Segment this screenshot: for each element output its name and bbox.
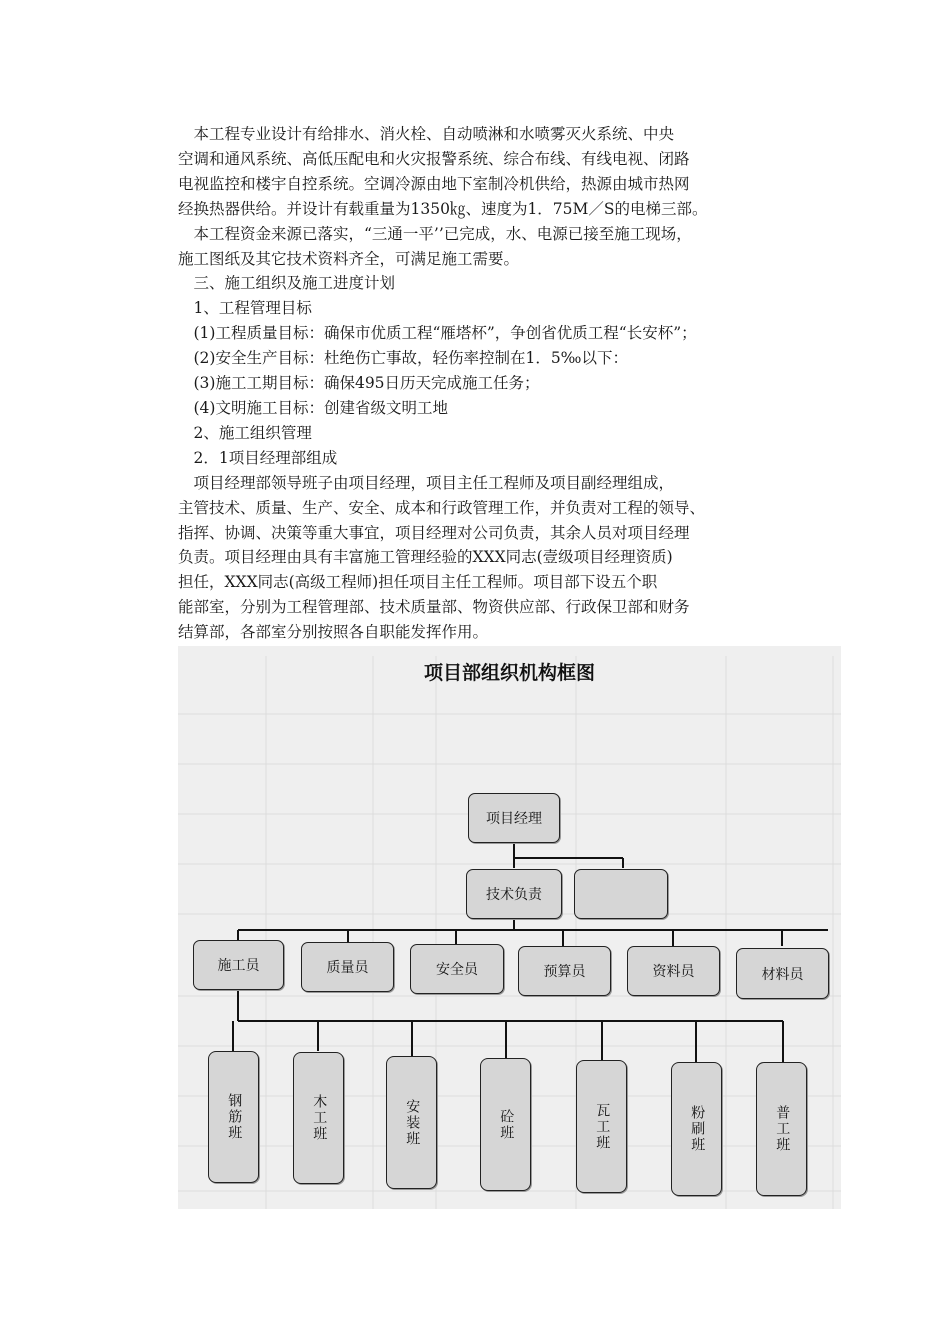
org-team-general-labor: 普工班: [756, 1062, 807, 1196]
paragraph-line: 经换热器供给。并设计有载重量为1350㎏、速度为1．75M／S的电梯三部。: [178, 199, 708, 218]
paragraph-line: 施工图纸及其它技术资料齐全，可满足施工需要。: [178, 249, 520, 268]
org-node-quality-officer: 质量员: [301, 942, 394, 992]
body-text: [178, 122, 778, 645]
org-node-blank: [574, 869, 668, 919]
paragraph-line: 项目经理部领导班子由项目经理，项目主任工程师及项目副经理组成，: [178, 473, 675, 492]
subsection-heading: 2．1项目经理部组成: [178, 448, 338, 467]
goal-item: (2)安全生产目标：杜绝伤亡事故，轻伤率控制在1．5‰以下：: [178, 349, 628, 368]
org-node-materials-officer: 材料员: [736, 948, 829, 999]
org-node-tech-lead: 技术负责: [466, 869, 562, 919]
org-chart-title: 项目部组织机构框图: [423, 662, 595, 684]
subsection-heading: 1、工程管理目标: [178, 299, 312, 318]
org-team-installation: 安装班: [386, 1056, 437, 1189]
org-team-concrete: 砼班: [480, 1058, 531, 1191]
paragraph-line: 结算部，各部室分别按照各自职能发挥作用。: [178, 623, 489, 642]
subsection-heading: 2、施工组织管理: [178, 423, 312, 442]
paragraph-line: 主管技术、质量、生产、安全、成本和行政管理工作，并负责对工程的领导、: [178, 498, 706, 517]
paragraph-line: 负责。项目经理由具有丰富施工管理经验的XXX同志(壹级项目经理资质): [178, 548, 673, 567]
paragraph-line: 本工程专业设计有给排水、消火栓、自动喷淋和水喷雾灭火系统、中央: [178, 125, 675, 143]
org-node-safety-officer: 安全员: [410, 944, 504, 994]
paragraph-line: 能部室，分别为工程管理部、技术质量部、物资供应部、行政保卫部和财务: [178, 598, 690, 617]
paragraph-line: 指挥、协调、决策等重大事宜，项目经理对公司负责，其余人员对项目经理: [178, 523, 690, 542]
goal-item: (4)文明施工目标：创建省级文明工地: [178, 398, 448, 417]
paragraph-line: 本工程资金来源已落实，“三通一平’’已完成，水、电源已接至施工现场，: [178, 224, 692, 243]
org-team-rebar: 钢筋班: [208, 1051, 259, 1183]
org-node-project-manager: 项目经理: [468, 793, 560, 843]
paragraph-line: 空调和通风系统、高低压配电和火灾报警系统、综合布线、有线电视、闭路: [178, 149, 690, 168]
paragraph-line: 电视监控和楼宇自控系统。空调冷源由地下室制冷机供给，热源由城市热网: [178, 174, 690, 193]
section-heading: 三、施工组织及施工进度计划: [178, 274, 396, 293]
org-team-masonry: 瓦工班: [576, 1060, 627, 1193]
org-chart-figure: [178, 646, 841, 1209]
org-node-document-officer: 资料员: [627, 946, 720, 996]
org-node-construction-officer: 施工员: [193, 940, 284, 990]
paragraph-line: 担任，XXX同志(高级工程师)担任项目主任工程师。项目部下设五个职: [178, 573, 658, 592]
org-team-plastering: 粉刷班: [671, 1062, 722, 1196]
goal-item: (1)工程质量目标：确保市优质工程“雁塔杯”，争创省优质工程“长安杯”；: [178, 324, 697, 343]
goal-item: (3)施工工期目标：确保495日历天完成施工任务；: [178, 374, 540, 393]
org-team-carpentry: 木工班: [293, 1052, 344, 1184]
org-node-budget-officer: 预算员: [518, 946, 611, 996]
